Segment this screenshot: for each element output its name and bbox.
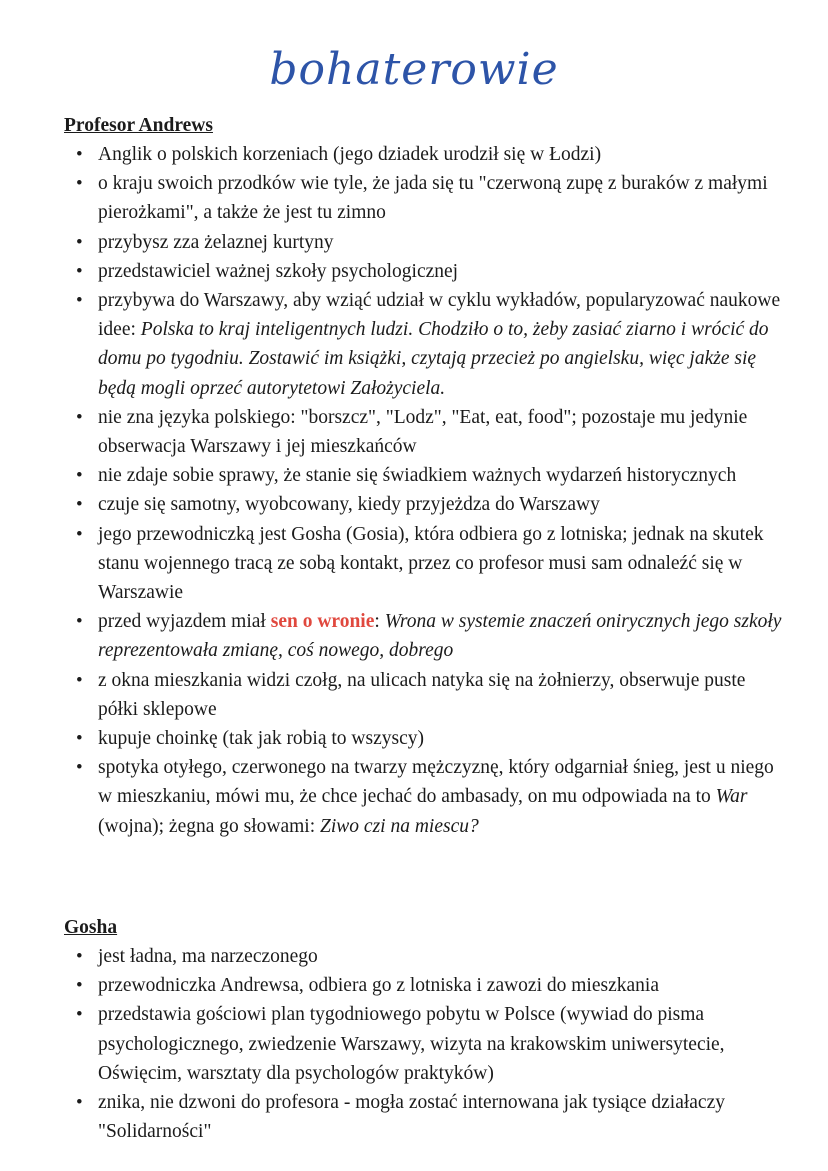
list-item: • przedstawiciel ważnej szkoły psychologicznej (64, 257, 784, 286)
page-title: bohaterowie (269, 44, 559, 95)
list-item: • o kraju swoich przodków wie tyle, że jada się tu "czerwoną zupę z buraków z małymi pierożkami", a także że jest tu zimno (64, 169, 784, 227)
quote-text: Wrona w systemie znaczeń onirycznych jego szkoły reprezentowała zmianę, coś nowego, dobrego (98, 611, 782, 662)
section-heading: Gosha (64, 917, 118, 938)
list-item: • przybysz zza żelaznej kurtyny (64, 228, 784, 257)
quote-text: Polska to kraj inteligentnych ludzi. Chodziło o to, żeby zasiać ziarno i wrócić do domu po tygodniu. Zostawić im książki, czytają przecież po angielsku, więc jakże się będą mogli oprzeć autorytetowi Założyciela. (98, 319, 769, 399)
section-heading: Profesor Andrews (64, 115, 213, 136)
section-gosha (64, 914, 784, 1146)
list-item: • czuje się samotny, wyobcowany, kiedy przyjeżdza do Warszawy (64, 490, 784, 519)
list-item: • jest ładna, ma narzeczonego (64, 942, 784, 971)
quote-text: War (715, 786, 748, 808)
bullet-list (64, 942, 784, 1146)
quote-text: Ziwo czi na miescu? (320, 815, 479, 837)
list-item: • nie zna języka polskiego: "borszcz", "Lodz", "Eat, eat, food"; pozostaje mu jedynie obserwacja Warszawy i jej mieszkańców (64, 403, 784, 461)
highlighted-term: sen o wronie (270, 611, 375, 633)
section-profesor-andrews (64, 112, 784, 841)
list-item: • przewodniczka Andrewsa, odbiera go z lotniska i zawozi do mieszkania (64, 971, 784, 1000)
list-item: • znika, nie dzwoni do profesora - mogła zostać internowana jak tysiące działaczy "Solidarności" (64, 1088, 784, 1146)
list-item: • kupuje choinkę (tak jak robią to wszyscy) (64, 724, 784, 753)
list-item: • przedstawia gościowi plan tygodniowego pobytu w Polsce (wywiad do pisma psychologicznego, zwiedzenie Warszawy, wizyta na krakowskim uniwersytecie, Oświęcim, warsztaty dla psychologów praktyków) (64, 1000, 784, 1088)
list-item: • jego przewodniczką jest Gosha (Gosia), która odbiera go z lotniska; jednak na skutek stanu wojennego tracą ze sobą kontakt, przez co profesor musi sam odnaleźć się w Warszawie (64, 520, 784, 608)
list-item: • przybywa do Warszawy, aby wziąć udział w cyklu wykładów, popularyzować naukowe idee: Polska to kraj inteligentnych ludzi. Chodziło o to, żeby zasiać ziarno i wrócić do domu po tygodniu. Zostawić im książki, czytają przecież po angielsku, więc jakże się będą mogli oprzeć autorytetowi Założyciela. (64, 286, 784, 403)
list-item: • spotyka otyłego, czerwonego na twarzy mężczyznę, który odgarniał śnieg, jest u niego w mieszkaniu, mówi mu, że chce jechać do ambasady, on mu odpowiada na to War (wojna); żegna go słowami: Ziwo czi na miescu? (64, 753, 784, 841)
list-item: • Anglik o polskich korzeniach (jego dziadek urodził się w Łodzi) (64, 140, 784, 169)
list-item: • nie zdaje sobie sprawy, że stanie się świadkiem ważnych wydarzeń historycznych (64, 461, 784, 490)
list-item: • z okna mieszkania widzi czołg, na ulicach natyka się na żołnierzy, obserwuje puste półki sklepowe (64, 666, 784, 724)
list-item: • przed wyjazdem miał sen o wronie: Wrona w systemie znaczeń onirycznych jego szkoły reprezentowała zmianę, coś nowego, dobrego (64, 607, 784, 665)
bullet-list (64, 140, 784, 841)
